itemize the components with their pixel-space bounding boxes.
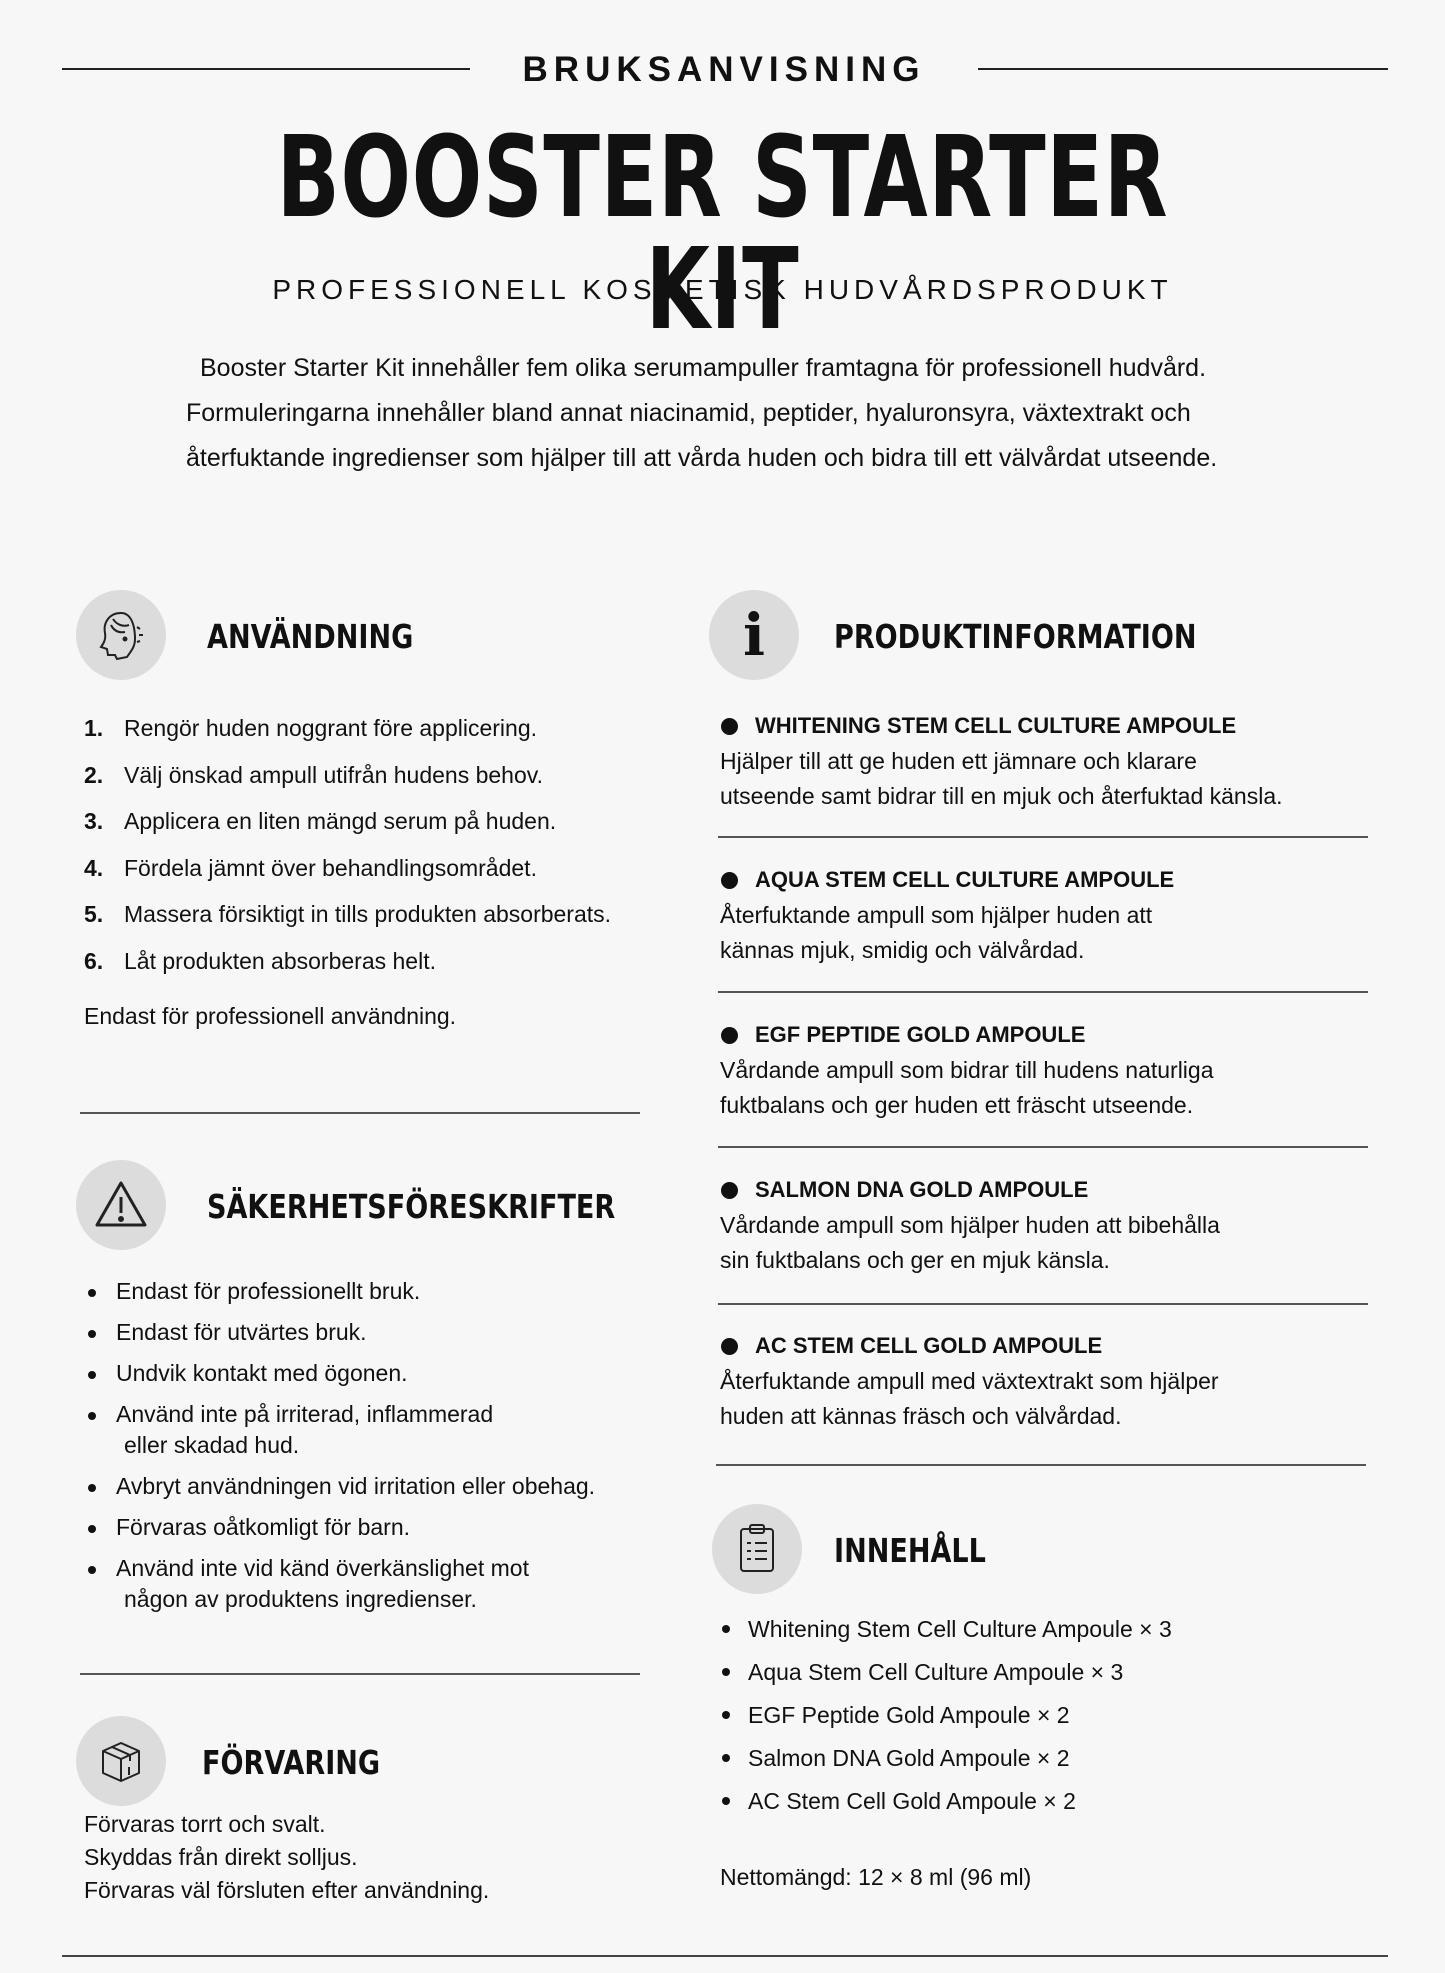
list-item: 1. Rengör huden noggrant före applicering. (84, 715, 538, 741)
list-item: 4. Fördela jämnt över behandlingsområdet. (84, 854, 537, 881)
divider (718, 1146, 1368, 1148)
list-item: Avbryt användningen vid irritation eller obehag. (86, 1471, 595, 1502)
contents-list (720, 1612, 1172, 1827)
list-item: Endast för professionellt bruk. (86, 1276, 595, 1307)
kicker: BRUKSANVISNING (522, 50, 926, 89)
header-rule-right (978, 68, 1388, 70)
header-rule-left (62, 68, 470, 70)
intro-paragraph (186, 346, 1266, 481)
info-icon: i (709, 590, 799, 680)
list-item: Använd inte vid känd överkänslighet mot någon av produktens ingredienser. (86, 1553, 595, 1615)
storage-title: FÖRVARING (202, 1743, 381, 1782)
net-quantity: Nettomängd: 12 × 8 ml (96 ml) (720, 1864, 1032, 1890)
list-item: AC Stem Cell Gold Ampoule × 2 (720, 1784, 1172, 1827)
warning-icon (76, 1160, 166, 1250)
divider (718, 1303, 1368, 1305)
list-item: EGF Peptide Gold Ampoule × 2 (720, 1698, 1172, 1741)
divider (718, 836, 1368, 838)
intro-text: Booster Starter Kit innehåller fem olika serumampuller framtagna för professionell hudvård. Formuleringarna innehåller bland annat niacinamid, peptider, hyaluronsyra, växtextrakt och återfuktande ingredienser som hjälper till att vårda huden och bidra till ett välvårdat utseende. (186, 354, 1218, 472)
list-item: 3. Applicera en liten mängd serum på huden. (84, 808, 557, 834)
footer-rule (62, 1955, 1388, 1957)
clipboard-icon (712, 1504, 802, 1594)
divider (716, 1464, 1366, 1466)
page-subtitle: PROFESSIONELL KOSMETISK HUDVÅRDSPRODUKT (272, 274, 1173, 305)
product-info-title: PRODUKTINFORMATION (834, 617, 1197, 656)
divider (80, 1673, 640, 1675)
list-item: Undvik kontakt med ögonen. (86, 1358, 595, 1389)
list-item: 5. Massera försiktigt in tills produkten absorberats. (84, 901, 612, 927)
page-title: BOOSTER STARTER KIT (276, 113, 1169, 355)
list-item: 6. Låt produkten absorberas helt. (84, 947, 436, 974)
list-item: Förvaras oåtkomligt för barn. (86, 1512, 595, 1543)
product-item: AC STEM CELL GOLD AMPOULE Återfuktande ampull med växtextrakt som hjälper huden att kännas fräsch och välvårdad. (720, 1330, 1370, 1434)
face-icon (76, 590, 166, 680)
product-item: EGF PEPTIDE GOLD AMPOULE Vårdande ampull som bidrar till hudens naturliga fuktbalans och ger huden ett fräscht utseende. (720, 1019, 1370, 1123)
divider (718, 991, 1368, 993)
product-item: AQUA STEM CELL CULTURE AMPOULE Återfuktande ampull som hjälper huden att kännas mjuk, smidig och välvårdad. (720, 864, 1370, 968)
list-item: Salmon DNA Gold Ampoule × 2 (720, 1741, 1172, 1784)
list-item: 2. Välj önskad ampull utifrån hudens behov. (84, 761, 543, 788)
list-item: Använd inte på irriterad, inflammerad eller skadad hud. (86, 1399, 595, 1461)
usage-title: ANVÄNDNING (207, 617, 414, 656)
usage-steps (84, 710, 611, 989)
safety-title: SÄKERHETSFÖRESKRIFTER (207, 1187, 616, 1226)
list-item: Whitening Stem Cell Culture Ampoule × 3 (720, 1612, 1172, 1655)
box-icon (76, 1716, 166, 1806)
product-item: SALMON DNA GOLD AMPOULE Vårdande ampull som hjälper huden att bibehålla sin fuktbalans och ger en mjuk känsla. (720, 1174, 1370, 1278)
usage-note: Endast för professionell användning. (84, 1003, 457, 1029)
list-item: Endast för utvärtes bruk. (86, 1317, 595, 1348)
list-item: Aqua Stem Cell Culture Ampoule × 3 (720, 1655, 1172, 1698)
safety-list (86, 1276, 595, 1625)
product-item: WHITENING STEM CELL CULTURE AMPOULE Hjälper till att ge huden ett jämnare och klarare utseende samt bidrar till en mjuk och återfuktad känsla. (720, 710, 1370, 814)
divider (80, 1112, 640, 1114)
storage-text: Förvaras torrt och svalt. Skyddas från direkt solljus. Förvaras väl försluten efter användning. (84, 1811, 490, 1903)
contents-title: INNEHÅLL (834, 1531, 986, 1570)
